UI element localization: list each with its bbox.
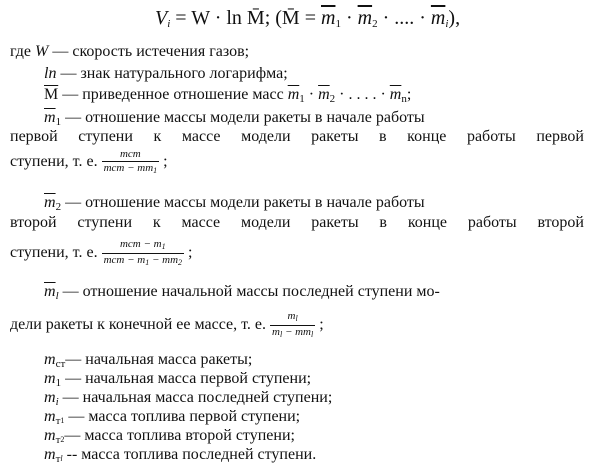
def-item: $m_т1$ — масса топлива первой ступени;: [44, 408, 301, 427]
def-list: [44, 350, 332, 464]
def-w: где W — скорость истечения газов;: [10, 43, 250, 60]
def-m2-line3: ступени, т. е. $\frac{\text{mст − m1}}{\text{mст − m1 − mт2}}$ ;: [10, 238, 193, 267]
def-item: $m_тl$ -- масса топлива последней ступени.: [44, 446, 317, 465]
def-ml-line2: дели ракеты к конечной ее массе, т. е. $\frac{ml}{\text{ml − mтl}}$ ;: [10, 310, 324, 339]
def-ml-line1: $\overline{m}_l$ — отношение начальной массы последней ступени мо-: [44, 283, 440, 302]
ml-fraction: $\frac{ml}{\text{ml − mтl}}$: [272, 310, 314, 339]
formula-body: = W · ln M̄; (M̄ =: [170, 7, 321, 29]
def-m2-line2: второй ступени к массе модели ракеты в конце работы второй: [10, 214, 584, 231]
def-m1-line2: первой ступени к массе модели ракеты в конце работы первой: [10, 128, 584, 145]
def-item: $m_т2—$ масса топлива второй ступени;: [44, 427, 295, 446]
def-item: $m_1$ — начальная масса первой ступени;: [44, 370, 312, 389]
m2-fraction: $\frac{\text{mст − m1}}{\text{mст − m1 − mт2}}$: [103, 238, 183, 267]
def-m2-line1: $\overline{m}_2$ — отношение массы модели ракеты в начале работы: [44, 194, 425, 213]
main-formula: $V_i = W \cdot \ln$ M̄; (M̄ = $\overline{m}_1 \cdot \overline{m}_2$ · .... · $\overline{m}_i$),: [155, 7, 461, 30]
m1-fraction: $\frac{\text{mст}}{\text{mст − mт1}}$: [103, 148, 158, 175]
def-ln: ln — знак натурального логарифма;: [44, 65, 288, 82]
formula-v: V: [155, 7, 168, 29]
def-mbar: $\overline{M}$ — приведенное отношение масс $\overline{m}_1 \cdot \overline{m}_2$ · . . . . · $\overline{m}_n$;: [44, 86, 412, 105]
def-item: $m_i$ — начальная масса последней ступени;: [44, 389, 333, 408]
def-m1-line1: $\overline{m}_1$ — отношение массы модели ракеты в начале работы: [44, 109, 425, 128]
def-item: $m_{ст}—$ начальная масса ракеты;: [44, 351, 253, 370]
def-m1-line3: ступени, т. е. $\frac{\text{mст}}{\text{mст − mт1}}$ ;: [10, 148, 168, 175]
